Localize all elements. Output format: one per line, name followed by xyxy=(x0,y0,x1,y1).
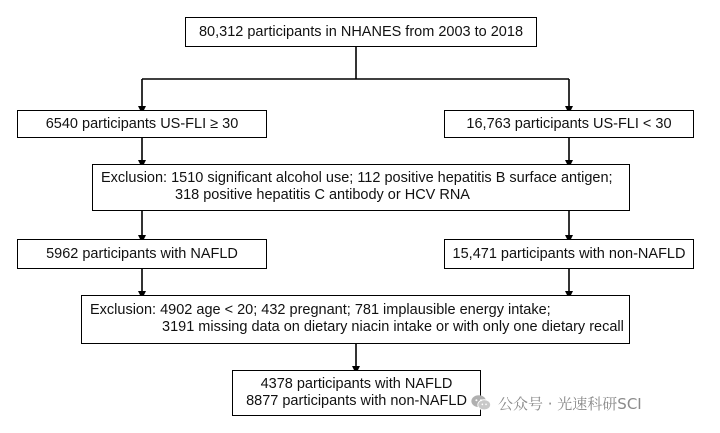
right-box-1 xyxy=(444,110,694,138)
watermark xyxy=(470,391,642,415)
exclusion-2-line2: 3191 missing data on dietary niacin intake or with only one dietary recall xyxy=(162,319,624,335)
right-box-2 xyxy=(444,239,694,269)
watermark-text: 公众号 · 光速科研SCI xyxy=(498,394,642,413)
exclusion-box-2 xyxy=(81,295,630,344)
top-box-text: 80,312 participants in NHANES from 2003 to 2018 xyxy=(198,23,524,40)
final-line2: 8877 participants with non-NAFLD xyxy=(246,393,467,409)
left-box-2-text: 5962 participants with NAFLD xyxy=(46,245,238,262)
right-box-2-text: 15,471 participants with non-NAFLD xyxy=(452,245,686,262)
exclusion-2-line1: Exclusion: 4902 age < 20; 432 pregnant; 781 implausible energy intake; xyxy=(90,302,551,318)
top-box xyxy=(185,17,537,47)
left-box-1-text: 6540 participants US-FLI ≥ 30 xyxy=(45,115,239,132)
right-box-1-text: 16,763 participants US-FLI < 30 xyxy=(466,115,672,132)
final-box xyxy=(232,370,481,416)
left-box-2 xyxy=(17,239,267,269)
left-box-1 xyxy=(17,110,267,138)
final-line1: 4378 participants with NAFLD xyxy=(260,376,453,392)
exclusion-1-line1: Exclusion: 1510 significant alcohol use; 112 positive hepatitis B surface antigen; xyxy=(101,170,613,186)
exclusion-1-line2: 318 positive hepatitis C antibody or HCV RNA xyxy=(175,187,470,203)
exclusion-box-1 xyxy=(92,164,630,211)
wechat-icon xyxy=(470,392,492,414)
